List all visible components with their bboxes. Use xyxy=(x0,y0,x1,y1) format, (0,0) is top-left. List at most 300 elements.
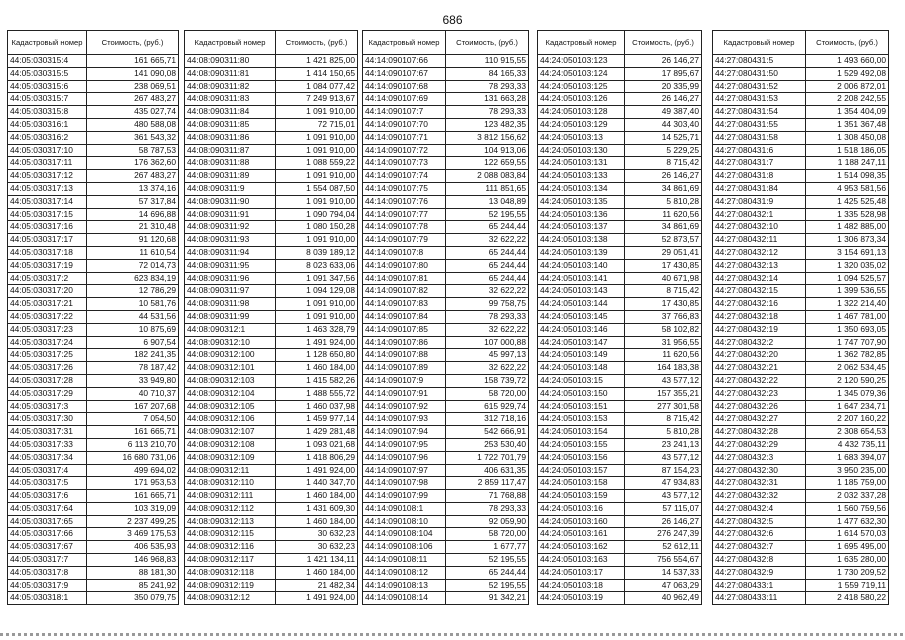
cost-cell: 8 039 189,12 xyxy=(276,246,358,259)
table-row xyxy=(538,554,702,567)
cost-cell: 2 062 534,45 xyxy=(806,362,889,375)
table-row xyxy=(8,426,179,439)
table-row xyxy=(185,400,358,413)
cadastral-number-cell: 44:27:080432:13 xyxy=(713,259,806,272)
cadastral-number-cell: 44:08:090311:80 xyxy=(185,55,276,68)
cadastral-number-cell: 44:14:090107:71 xyxy=(363,131,446,144)
cost-cell: 1 421 825,00 xyxy=(276,55,358,68)
cadastral-number-cell: 44:24:050103:123 xyxy=(538,55,625,68)
table-row xyxy=(538,195,702,208)
cadastral-number-cell: 44:24:050103:13 xyxy=(538,131,625,144)
cost-cell: 1 308 450,08 xyxy=(806,131,889,144)
table-row xyxy=(8,93,179,106)
cost-cell: 23 241,13 xyxy=(625,438,702,451)
table-row xyxy=(713,298,889,311)
cost-cell: 3 469 175,53 xyxy=(87,528,179,541)
cost-cell: 26 146,27 xyxy=(625,170,702,183)
cadastral-number-cell: 44:08:090311:9 xyxy=(185,182,276,195)
cost-cell: 1 635 280,00 xyxy=(806,554,889,567)
table-row xyxy=(8,234,179,247)
cost-cell: 480 588,08 xyxy=(87,118,179,131)
cadastral-number-cell: 44:27:080431:58 xyxy=(713,131,806,144)
cost-cell: 1 351 367,48 xyxy=(806,118,889,131)
cost-cell: 406 631,35 xyxy=(446,464,529,477)
table-row xyxy=(538,579,702,592)
cost-cell: 171 953,53 xyxy=(87,477,179,490)
cost-cell: 14 525,71 xyxy=(625,131,702,144)
table-row xyxy=(538,182,702,195)
cadastral-number-cell: 44:14:090107:84 xyxy=(363,310,446,323)
cadastral-number-cell: 44:27:080432:9 xyxy=(713,566,806,579)
cost-cell: 111 851,65 xyxy=(446,182,529,195)
header-cadastral-number: Кадастровый номер xyxy=(8,31,87,55)
cost-cell: 52 195,55 xyxy=(446,208,529,221)
table-row xyxy=(8,221,179,234)
table-row xyxy=(538,221,702,234)
cost-cell: 1 094 525,57 xyxy=(806,272,889,285)
cadastral-number-cell: 44:14:090107:95 xyxy=(363,438,446,451)
cost-cell: 1 730 209,52 xyxy=(806,566,889,579)
cadastral-number-cell: 44:08:090312:111 xyxy=(185,490,276,503)
table-row xyxy=(363,80,529,93)
table-row xyxy=(713,80,889,93)
cost-cell: 1 514 098,35 xyxy=(806,170,889,183)
table-row xyxy=(713,272,889,285)
table-row xyxy=(8,541,179,554)
cost-cell: 43 577,12 xyxy=(625,490,702,503)
cost-cell: 91 342,21 xyxy=(446,592,529,605)
cost-cell: 361 543,32 xyxy=(87,131,179,144)
table-row xyxy=(538,93,702,106)
cadastral-number-cell: 44:24:050103:160 xyxy=(538,515,625,528)
cadastral-number-cell: 44:14:090107:89 xyxy=(363,362,446,375)
table-row xyxy=(185,387,358,400)
cost-cell: 1 440 347,70 xyxy=(276,477,358,490)
cost-cell: 1 491 924,00 xyxy=(276,336,358,349)
table-row xyxy=(363,246,529,259)
cadastral-number-cell: 44:05:030318:1 xyxy=(8,592,87,605)
cost-cell: 1 491 924,00 xyxy=(276,464,358,477)
cost-cell: 78 293,33 xyxy=(446,502,529,515)
cadastral-number-cell: 44:27:080432:7 xyxy=(713,541,806,554)
cost-cell: 40 671,98 xyxy=(625,272,702,285)
cadastral-number-cell: 44:14:090107:93 xyxy=(363,413,446,426)
cost-cell: 1 354 404,09 xyxy=(806,106,889,119)
cost-cell: 3 154 691,13 xyxy=(806,246,889,259)
cadastral-number-cell: 44:14:090108:12 xyxy=(363,566,446,579)
table-row xyxy=(363,464,529,477)
cadastral-number-cell: 44:05:030317:16 xyxy=(8,221,87,234)
cadastral-number-cell: 44:24:050103:124 xyxy=(538,67,625,80)
table-row xyxy=(713,374,889,387)
cost-cell: 1 091 910,00 xyxy=(276,310,358,323)
cost-cell: 92 059,90 xyxy=(446,515,529,528)
table-row xyxy=(538,285,702,298)
cadastral-number-cell: 44:05:030317:8 xyxy=(8,566,87,579)
table-row xyxy=(363,400,529,413)
table-row xyxy=(538,374,702,387)
table-row xyxy=(363,144,529,157)
table-row xyxy=(185,502,358,515)
cadastral-number-cell: 44:14:090107:91 xyxy=(363,387,446,400)
cadastral-number-cell: 44:24:050103:146 xyxy=(538,323,625,336)
cost-cell: 131 663,28 xyxy=(446,93,529,106)
cost-cell: 1 518 186,05 xyxy=(806,144,889,157)
table-row xyxy=(713,310,889,323)
cadastral-number-cell: 44:24:050103:154 xyxy=(538,426,625,439)
cost-cell: 8 715,42 xyxy=(625,285,702,298)
table-row xyxy=(713,515,889,528)
cadastral-number-cell: 44:27:080432:14 xyxy=(713,272,806,285)
table-row xyxy=(713,323,889,336)
cost-cell: 78 293,33 xyxy=(446,106,529,119)
cadastral-table-1 xyxy=(7,30,179,605)
cadastral-number-cell: 44:05:030317:67 xyxy=(8,541,87,554)
table-row xyxy=(538,298,702,311)
cadastral-number-cell: 44:05:030315:7 xyxy=(8,93,87,106)
table-row xyxy=(8,195,179,208)
table-row xyxy=(8,515,179,528)
cadastral-number-cell: 44:27:080432:12 xyxy=(713,246,806,259)
table-row xyxy=(363,285,529,298)
cost-cell: 1 460 184,00 xyxy=(276,490,358,503)
table-header-row xyxy=(538,31,702,55)
cadastral-number-cell: 44:24:050103:147 xyxy=(538,336,625,349)
cost-cell: 37 766,83 xyxy=(625,310,702,323)
cadastral-number-cell: 44:05:030317:20 xyxy=(8,285,87,298)
cadastral-number-cell: 44:08:090312:1 xyxy=(185,323,276,336)
table-row xyxy=(363,157,529,170)
cost-cell: 1 091 910,00 xyxy=(276,144,358,157)
cost-cell: 4 953 581,56 xyxy=(806,182,889,195)
cost-cell: 2 120 590,25 xyxy=(806,374,889,387)
table-row xyxy=(8,387,179,400)
cost-cell: 17 895,67 xyxy=(625,67,702,80)
cost-cell: 31 956,55 xyxy=(625,336,702,349)
cadastral-number-cell: 44:08:090312:117 xyxy=(185,554,276,567)
table-row xyxy=(185,118,358,131)
cadastral-number-cell: 44:14:090108:106 xyxy=(363,541,446,554)
cost-cell: 1 188 247,11 xyxy=(806,157,889,170)
table-row xyxy=(538,67,702,80)
cost-cell: 542 666,91 xyxy=(446,426,529,439)
table-header-row xyxy=(713,31,889,55)
cost-cell: 1 320 035,02 xyxy=(806,259,889,272)
cadastral-number-cell: 44:14:090107:99 xyxy=(363,490,446,503)
cost-cell: 1 425 525,48 xyxy=(806,195,889,208)
cadastral-number-cell: 44:14:090107:75 xyxy=(363,182,446,195)
cadastral-number-cell: 44:08:090312:11 xyxy=(185,464,276,477)
cadastral-number-cell: 44:27:080432:16 xyxy=(713,298,806,311)
table-row xyxy=(185,362,358,375)
table-row xyxy=(713,566,889,579)
cadastral-number-cell: 44:08:090311:85 xyxy=(185,118,276,131)
cost-cell: 1 460 184,00 xyxy=(276,515,358,528)
table-row xyxy=(8,336,179,349)
cadastral-number-cell: 44:05:030317:28 xyxy=(8,374,87,387)
table-row xyxy=(8,106,179,119)
table-row xyxy=(185,246,358,259)
cadastral-number-cell: 44:05:030317:14 xyxy=(8,195,87,208)
table-row xyxy=(8,490,179,503)
table-row xyxy=(713,336,889,349)
table-row xyxy=(363,106,529,119)
cadastral-number-cell: 44:27:080433:11 xyxy=(713,592,806,605)
table-row xyxy=(538,131,702,144)
cost-cell: 65 244,44 xyxy=(446,566,529,579)
cadastral-number-cell: 44:27:080432:22 xyxy=(713,374,806,387)
cadastral-number-cell: 44:24:050103:126 xyxy=(538,93,625,106)
cadastral-number-cell: 44:24:050103:15 xyxy=(538,374,625,387)
table-row xyxy=(185,93,358,106)
cost-cell: 14 696,88 xyxy=(87,208,179,221)
table-row xyxy=(363,259,529,272)
cadastral-number-cell: 44:14:090107:72 xyxy=(363,144,446,157)
cost-cell: 1 414 150,65 xyxy=(276,67,358,80)
table-row xyxy=(538,259,702,272)
cadastral-number-cell: 44:27:080431:53 xyxy=(713,93,806,106)
table-row xyxy=(363,451,529,464)
cost-cell: 45 997,13 xyxy=(446,349,529,362)
cadastral-number-cell: 44:14:090107:9 xyxy=(363,374,446,387)
cadastral-number-cell: 44:24:050103:140 xyxy=(538,259,625,272)
cadastral-number-cell: 44:05:030317:17 xyxy=(8,234,87,247)
cost-cell: 85 241,92 xyxy=(87,579,179,592)
cadastral-number-cell: 44:14:090107:66 xyxy=(363,55,446,68)
table-row xyxy=(363,554,529,567)
cost-cell: 2 006 872,01 xyxy=(806,80,889,93)
table-row xyxy=(713,118,889,131)
cadastral-number-cell: 44:08:090311:86 xyxy=(185,131,276,144)
table-row xyxy=(8,554,179,567)
cadastral-table-3 xyxy=(362,30,529,605)
cadastral-number-cell: 44:24:050103:138 xyxy=(538,234,625,247)
table-row xyxy=(185,451,358,464)
cadastral-number-cell: 44:08:090311:87 xyxy=(185,144,276,157)
cadastral-number-cell: 44:24:050103:148 xyxy=(538,362,625,375)
table-row xyxy=(363,592,529,605)
table-row xyxy=(363,502,529,515)
table-row xyxy=(363,387,529,400)
cadastral-number-cell: 44:24:050103:163 xyxy=(538,554,625,567)
cadastral-number-cell: 44:27:080431:8 xyxy=(713,170,806,183)
table-row xyxy=(185,55,358,68)
cadastral-number-cell: 44:27:080432:15 xyxy=(713,285,806,298)
cadastral-number-cell: 44:27:080432:6 xyxy=(713,528,806,541)
cadastral-number-cell: 44:14:090107:73 xyxy=(363,157,446,170)
cadastral-number-cell: 44:08:090312:100 xyxy=(185,349,276,362)
cadastral-number-cell: 44:08:090312:10 xyxy=(185,336,276,349)
cost-cell: 7 249 913,67 xyxy=(276,93,358,106)
table-row xyxy=(363,221,529,234)
table-row xyxy=(185,106,358,119)
cadastral-number-cell: 44:08:090311:91 xyxy=(185,208,276,221)
cost-cell: 1 088 559,22 xyxy=(276,157,358,170)
cadastral-number-cell: 44:05:030317:12 xyxy=(8,170,87,183)
table-row xyxy=(363,131,529,144)
table-row xyxy=(185,259,358,272)
table-row xyxy=(363,298,529,311)
cost-cell: 8 715,42 xyxy=(625,157,702,170)
cadastral-number-cell: 44:05:030317:18 xyxy=(8,246,87,259)
cadastral-number-cell: 44:08:090312:112 xyxy=(185,502,276,515)
table-row xyxy=(713,67,889,80)
cost-cell: 16 680 731,06 xyxy=(87,451,179,464)
cadastral-number-cell: 44:27:080432:8 xyxy=(713,554,806,567)
table-row xyxy=(363,272,529,285)
cost-cell: 65 244,44 xyxy=(446,272,529,285)
cost-cell: 2 859 117,47 xyxy=(446,477,529,490)
table-row xyxy=(538,400,702,413)
table-row xyxy=(185,374,358,387)
table-row xyxy=(8,413,179,426)
cost-cell: 6 113 210,70 xyxy=(87,438,179,451)
table-row xyxy=(713,502,889,515)
table-row xyxy=(185,195,358,208)
table-row xyxy=(713,246,889,259)
table-row xyxy=(363,182,529,195)
cadastral-number-cell: 44:05:030317:25 xyxy=(8,349,87,362)
table-row xyxy=(363,323,529,336)
cadastral-number-cell: 44:05:030315:6 xyxy=(8,80,87,93)
table-row xyxy=(185,592,358,605)
cost-cell: 11 610,54 xyxy=(87,246,179,259)
table-row xyxy=(363,515,529,528)
cost-cell: 2 308 654,53 xyxy=(806,426,889,439)
cadastral-number-cell: 44:24:050103:137 xyxy=(538,221,625,234)
table-row xyxy=(8,400,179,413)
cadastral-number-cell: 44:08:090311:94 xyxy=(185,246,276,259)
cadastral-number-cell: 44:08:090312:106 xyxy=(185,413,276,426)
cost-cell: 11 620,56 xyxy=(625,208,702,221)
cost-cell: 5 810,28 xyxy=(625,426,702,439)
cadastral-number-cell: 44:27:080432:20 xyxy=(713,349,806,362)
table-row xyxy=(538,490,702,503)
cost-cell: 2 207 160,22 xyxy=(806,413,889,426)
cost-cell: 435 027,74 xyxy=(87,106,179,119)
table-row xyxy=(8,310,179,323)
cadastral-number-cell: 44:05:030317:19 xyxy=(8,259,87,272)
table-row xyxy=(713,528,889,541)
cadastral-number-cell: 44:27:080432:11 xyxy=(713,234,806,247)
cadastral-number-cell: 44:14:090107:70 xyxy=(363,118,446,131)
cadastral-table-2 xyxy=(184,30,358,605)
cost-cell: 123 482,35 xyxy=(446,118,529,131)
cadastral-table-4 xyxy=(537,30,702,605)
table-row xyxy=(713,541,889,554)
cadastral-number-cell: 44:08:090311:83 xyxy=(185,93,276,106)
cadastral-number-cell: 44:08:090312:109 xyxy=(185,451,276,464)
table-row xyxy=(538,80,702,93)
table-row xyxy=(538,502,702,515)
cost-cell: 3 812 156,62 xyxy=(446,131,529,144)
table-row xyxy=(185,464,358,477)
cadastral-number-cell: 44:05:030317:64 xyxy=(8,502,87,515)
table-row xyxy=(8,579,179,592)
table-row xyxy=(185,477,358,490)
cadastral-number-cell: 44:05:030317:7 xyxy=(8,554,87,567)
cadastral-number-cell: 44:08:090312:119 xyxy=(185,579,276,592)
header-cost: Стоимость, (руб.) xyxy=(276,31,358,55)
table-row xyxy=(185,131,358,144)
table-row xyxy=(185,566,358,579)
table-row xyxy=(363,579,529,592)
header-cadastral-number: Кадастровый номер xyxy=(713,31,806,55)
cadastral-number-cell: 44:24:050103:18 xyxy=(538,579,625,592)
cadastral-number-cell: 44:05:030317:5 xyxy=(8,477,87,490)
table-row xyxy=(363,55,529,68)
table-row xyxy=(363,438,529,451)
table-row xyxy=(8,80,179,93)
table-row xyxy=(8,464,179,477)
cost-cell: 65 244,44 xyxy=(446,259,529,272)
cadastral-number-cell: 44:08:090311:88 xyxy=(185,157,276,170)
cadastral-number-cell: 44:27:080432:18 xyxy=(713,310,806,323)
cadastral-number-cell: 44:27:080432:32 xyxy=(713,490,806,503)
cost-cell: 57 317,84 xyxy=(87,195,179,208)
cadastral-number-cell: 44:14:090107:68 xyxy=(363,80,446,93)
table-row xyxy=(185,221,358,234)
table-row xyxy=(713,438,889,451)
cadastral-number-cell: 44:27:080432:28 xyxy=(713,426,806,439)
table-row xyxy=(363,541,529,554)
cost-cell: 253 530,40 xyxy=(446,438,529,451)
cost-cell: 1 482 885,00 xyxy=(806,221,889,234)
cost-cell: 406 535,93 xyxy=(87,541,179,554)
cost-cell: 1 335 528,98 xyxy=(806,208,889,221)
cost-cell: 1 429 281,48 xyxy=(276,426,358,439)
cost-cell: 32 622,22 xyxy=(446,362,529,375)
cadastral-number-cell: 44:05:030317:2 xyxy=(8,272,87,285)
cadastral-number-cell: 44:05:030315:5 xyxy=(8,67,87,80)
cost-cell: 10 581,76 xyxy=(87,298,179,311)
table-row xyxy=(363,195,529,208)
table-row xyxy=(185,67,358,80)
cadastral-number-cell: 44:14:090107:97 xyxy=(363,464,446,477)
table-row xyxy=(185,554,358,567)
cost-cell: 34 861,69 xyxy=(625,221,702,234)
table-row xyxy=(185,272,358,285)
table-row xyxy=(363,93,529,106)
cost-cell: 58 720,00 xyxy=(446,387,529,400)
table-row xyxy=(185,323,358,336)
cost-cell: 1 399 536,55 xyxy=(806,285,889,298)
cadastral-number-cell: 44:14:090107:7 xyxy=(363,106,446,119)
cadastral-number-cell: 44:05:030317:21 xyxy=(8,298,87,311)
table-row xyxy=(363,426,529,439)
cadastral-number-cell: 44:14:090107:81 xyxy=(363,272,446,285)
cost-cell: 1 345 079,36 xyxy=(806,387,889,400)
table-row xyxy=(8,208,179,221)
cost-cell: 12 786,29 xyxy=(87,285,179,298)
cadastral-number-cell: 44:14:090107:92 xyxy=(363,400,446,413)
cost-cell: 47 063,29 xyxy=(625,579,702,592)
cost-cell: 78 187,42 xyxy=(87,362,179,375)
cost-cell: 78 293,33 xyxy=(446,80,529,93)
cadastral-number-cell: 44:08:090312:104 xyxy=(185,387,276,400)
cost-cell: 238 069,51 xyxy=(87,80,179,93)
cadastral-number-cell: 44:05:030317:34 xyxy=(8,451,87,464)
cost-cell: 103 319,09 xyxy=(87,502,179,515)
cost-cell: 88 181,30 xyxy=(87,566,179,579)
table-row xyxy=(363,336,529,349)
cadastral-number-cell: 44:14:090107:88 xyxy=(363,349,446,362)
table-row xyxy=(185,298,358,311)
cadastral-number-cell: 44:14:090108:11 xyxy=(363,554,446,567)
table-header-row xyxy=(8,31,179,55)
cost-cell: 1 477 632,30 xyxy=(806,515,889,528)
cost-cell: 44 531,56 xyxy=(87,310,179,323)
